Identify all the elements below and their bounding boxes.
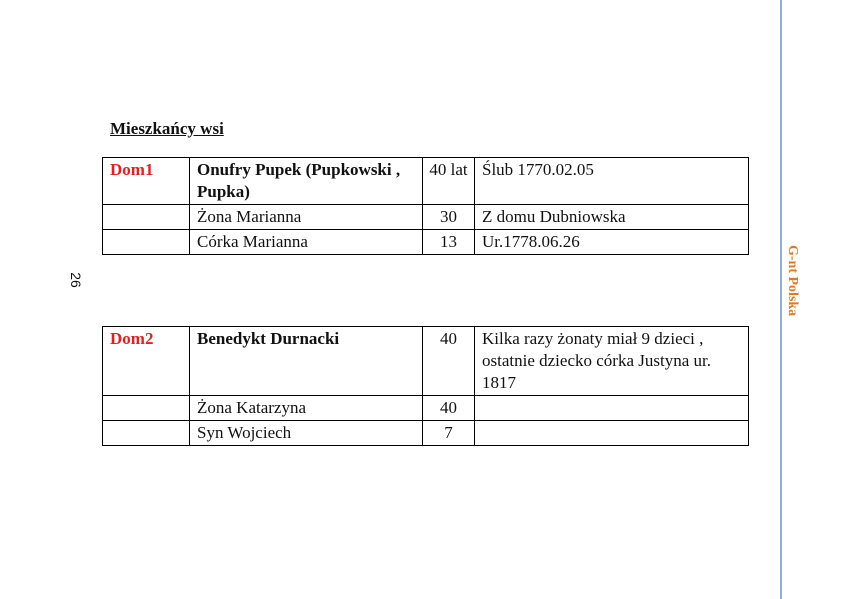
- empty-cell: [103, 230, 190, 255]
- house-label: Dom2: [103, 327, 190, 396]
- table-row: [103, 421, 749, 446]
- house-label: Dom1: [103, 158, 190, 205]
- table-row: [103, 230, 749, 255]
- resident-note: Ur.1778.06.26: [475, 230, 749, 255]
- page-number: 26: [67, 272, 84, 288]
- resident-name: Onufry Pupek (Pupkowski , Pupka): [190, 158, 423, 205]
- household-table-2: [102, 326, 749, 446]
- household-table-1: [102, 157, 749, 255]
- table-row: [103, 205, 749, 230]
- empty-cell: [103, 421, 190, 446]
- resident-note: [475, 421, 749, 446]
- resident-note: Ślub 1770.02.05: [475, 158, 749, 205]
- resident-note: Kilka razy żonaty miał 9 dzieci , ostatnie dziecko córka Justyna ur. 1817: [475, 327, 749, 396]
- empty-cell: [103, 396, 190, 421]
- resident-age: 7: [423, 421, 475, 446]
- margin-rule: [780, 0, 782, 599]
- side-header-label: G-nt Polska: [785, 245, 800, 317]
- resident-name: Benedykt Durnacki: [190, 327, 423, 396]
- section-title: Mieszkańcy wsi: [110, 119, 224, 138]
- table-row: [103, 396, 749, 421]
- resident-note: [475, 396, 749, 421]
- resident-name: Żona Katarzyna: [190, 396, 423, 421]
- resident-age: 40: [423, 327, 475, 396]
- resident-age: 40 lat: [423, 158, 475, 205]
- resident-age: 30: [423, 205, 475, 230]
- resident-age: 40: [423, 396, 475, 421]
- resident-note: Z domu Dubniowska: [475, 205, 749, 230]
- resident-age: 13: [423, 230, 475, 255]
- resident-name: Żona Marianna: [190, 205, 423, 230]
- empty-cell: [103, 205, 190, 230]
- table-row: [103, 158, 749, 205]
- table-row: [103, 327, 749, 396]
- resident-name: Syn Wojciech: [190, 421, 423, 446]
- resident-name: Córka Marianna: [190, 230, 423, 255]
